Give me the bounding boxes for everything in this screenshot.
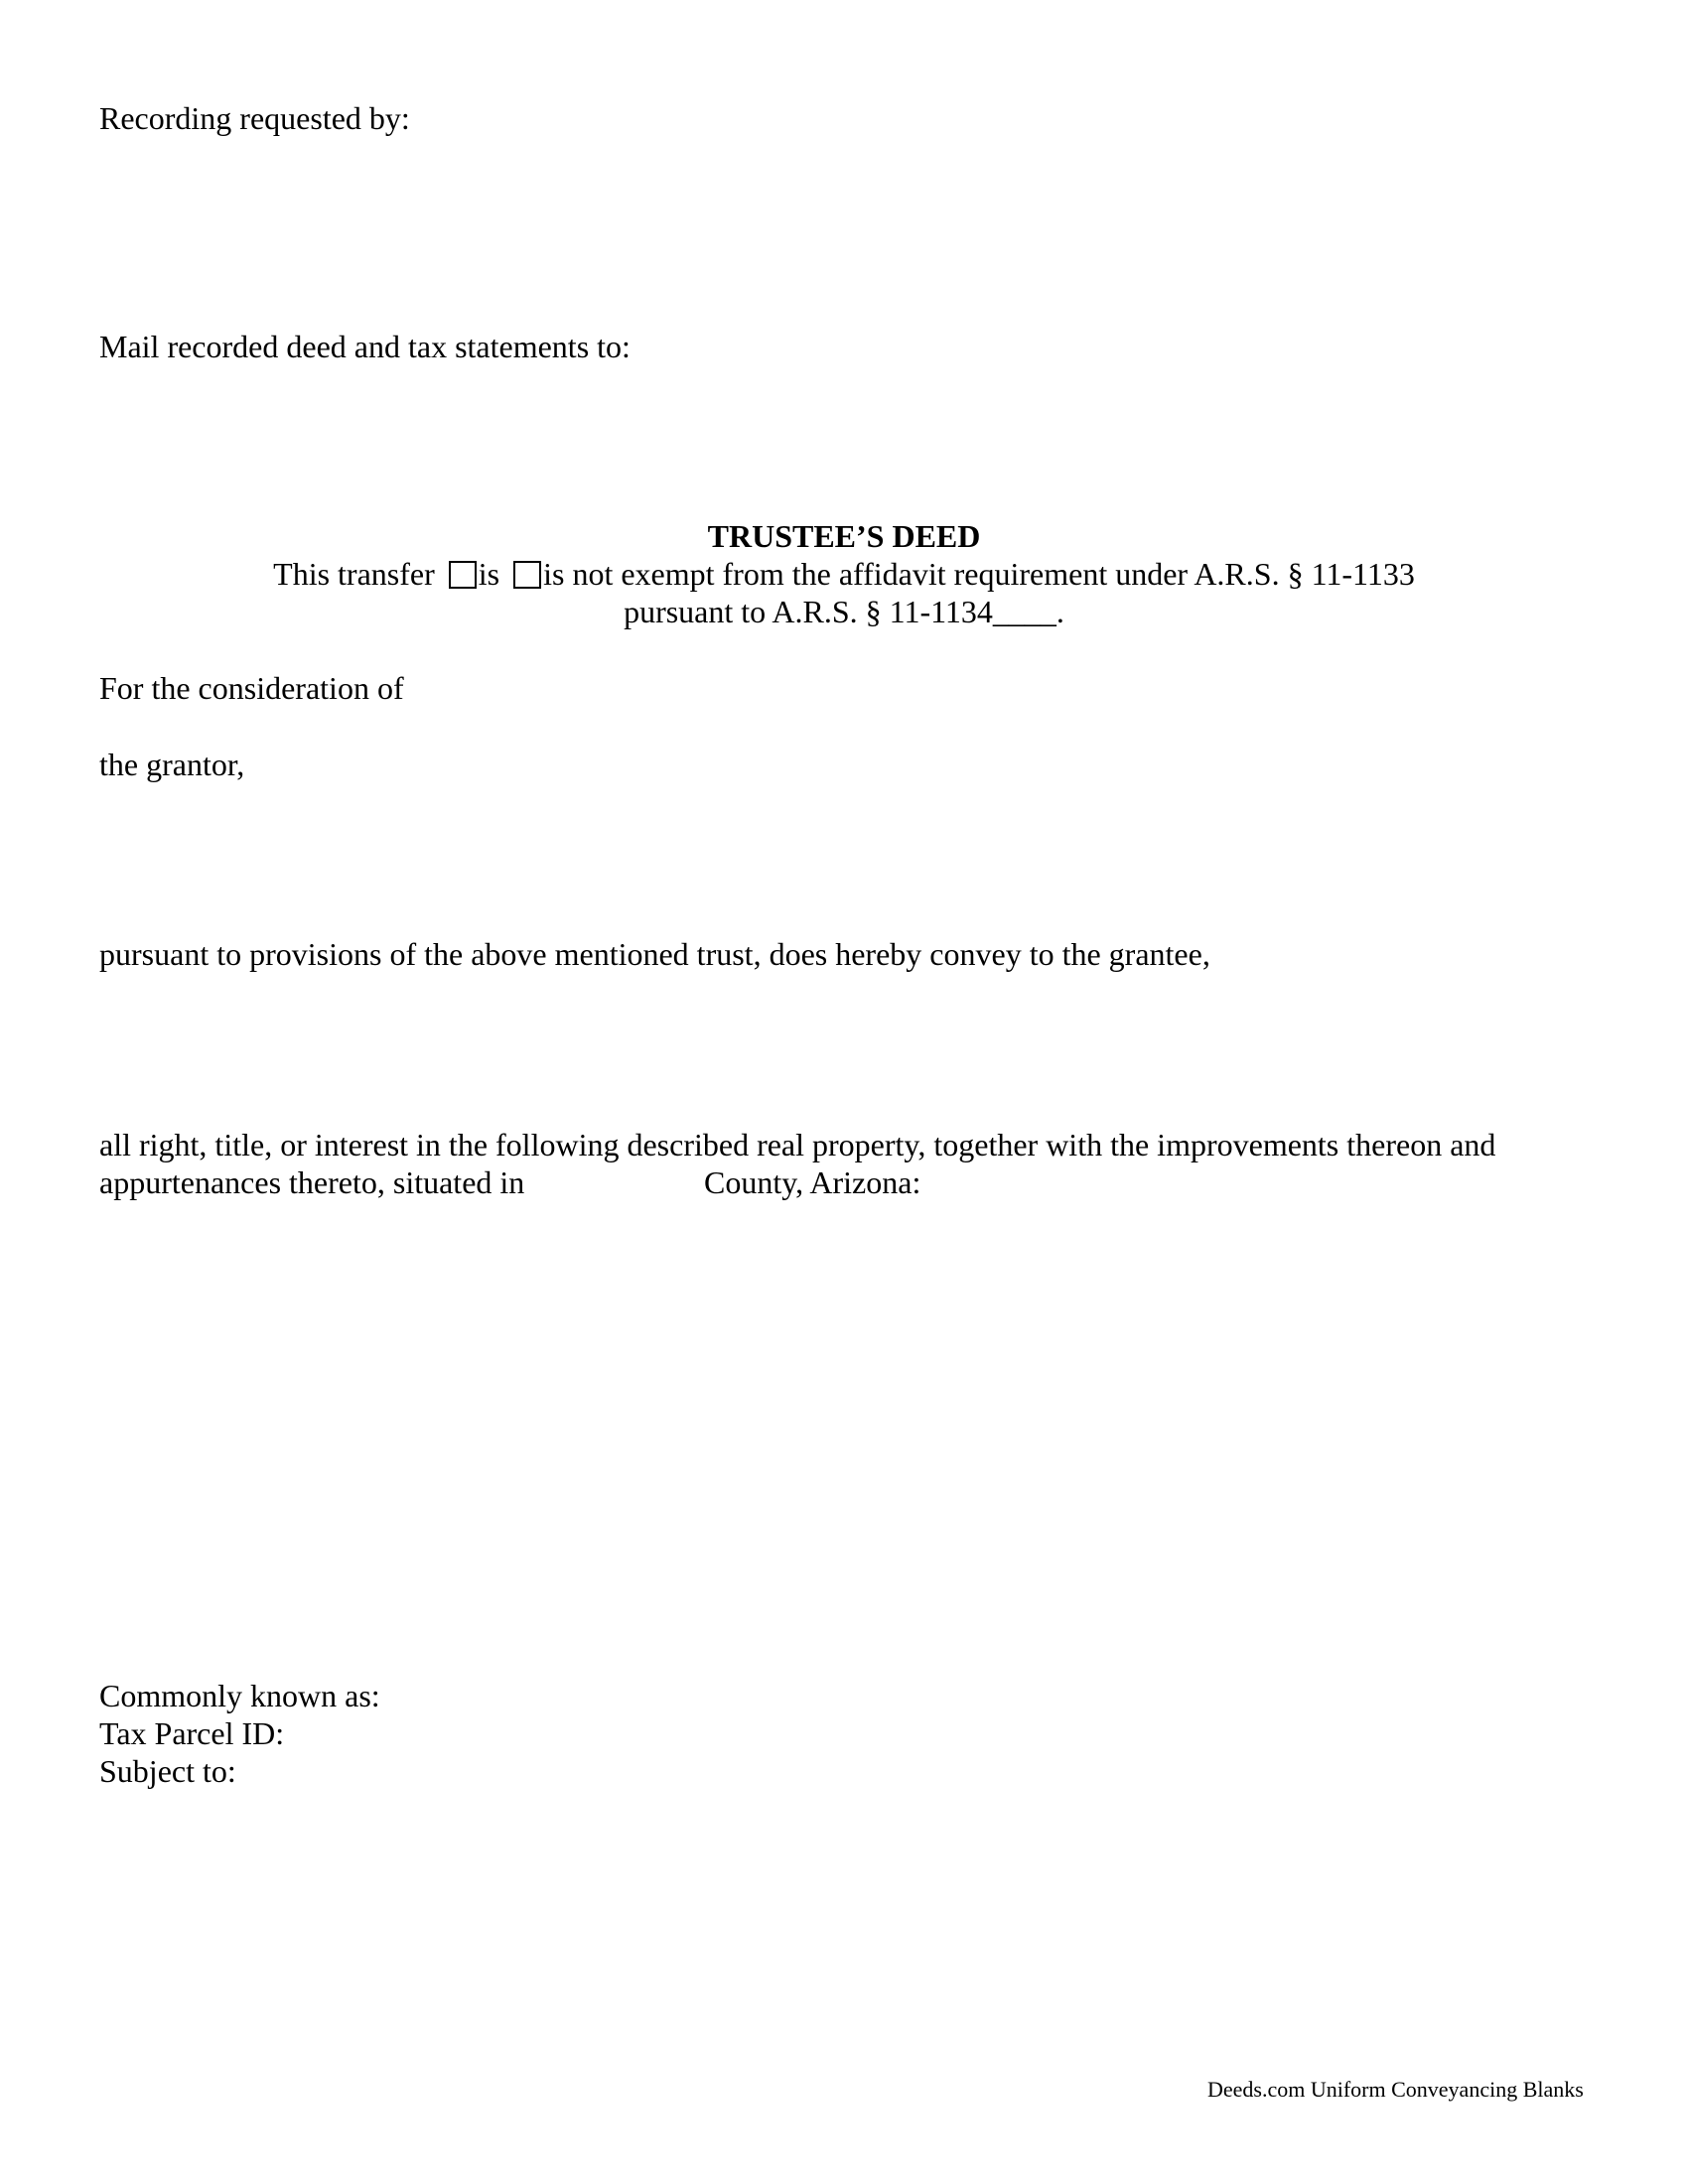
document-title: TRUSTEE’S DEED: [707, 518, 981, 554]
property-description-line-2a: appurtenances thereto, situated in: [99, 1164, 525, 1200]
exemption-line-1: [0, 555, 1688, 593]
convey-statement: pursuant to provisions of the above mentioned trust, does hereby convey to the grantee,: [99, 936, 1210, 972]
property-description-line-1: all right, title, or interest in the following described real property, together with the improvements thereon and: [99, 1127, 1496, 1162]
is-not-exempt-label: is not exempt from the affidavit requirement under A.R.S. § 11-1133: [543, 556, 1415, 592]
commonly-known-as-label: Commonly known as:: [99, 1678, 380, 1713]
recording-requested-by-label: Recording requested by:: [99, 100, 410, 136]
exemption-prefix: This transfer: [273, 556, 435, 592]
subject-to-label: Subject to:: [99, 1753, 236, 1789]
tax-parcel-id-label: Tax Parcel ID:: [99, 1715, 285, 1751]
mail-to-label: Mail recorded deed and tax statements to:: [99, 329, 631, 364]
footer-text: Deeds.com Uniform Conveyancing Blanks: [1207, 2077, 1584, 2102]
is-not-exempt-checkbox[interactable]: [513, 561, 541, 589]
grantor-label: the grantor,: [99, 747, 245, 782]
consideration-label: For the consideration of: [99, 670, 404, 706]
is-exempt-checkbox[interactable]: [449, 561, 477, 589]
property-description-line-2b: County, Arizona:: [704, 1164, 921, 1200]
exemption-line-2: pursuant to A.R.S. § 11-1134____.: [624, 594, 1064, 629]
is-exempt-label: is: [478, 556, 500, 592]
